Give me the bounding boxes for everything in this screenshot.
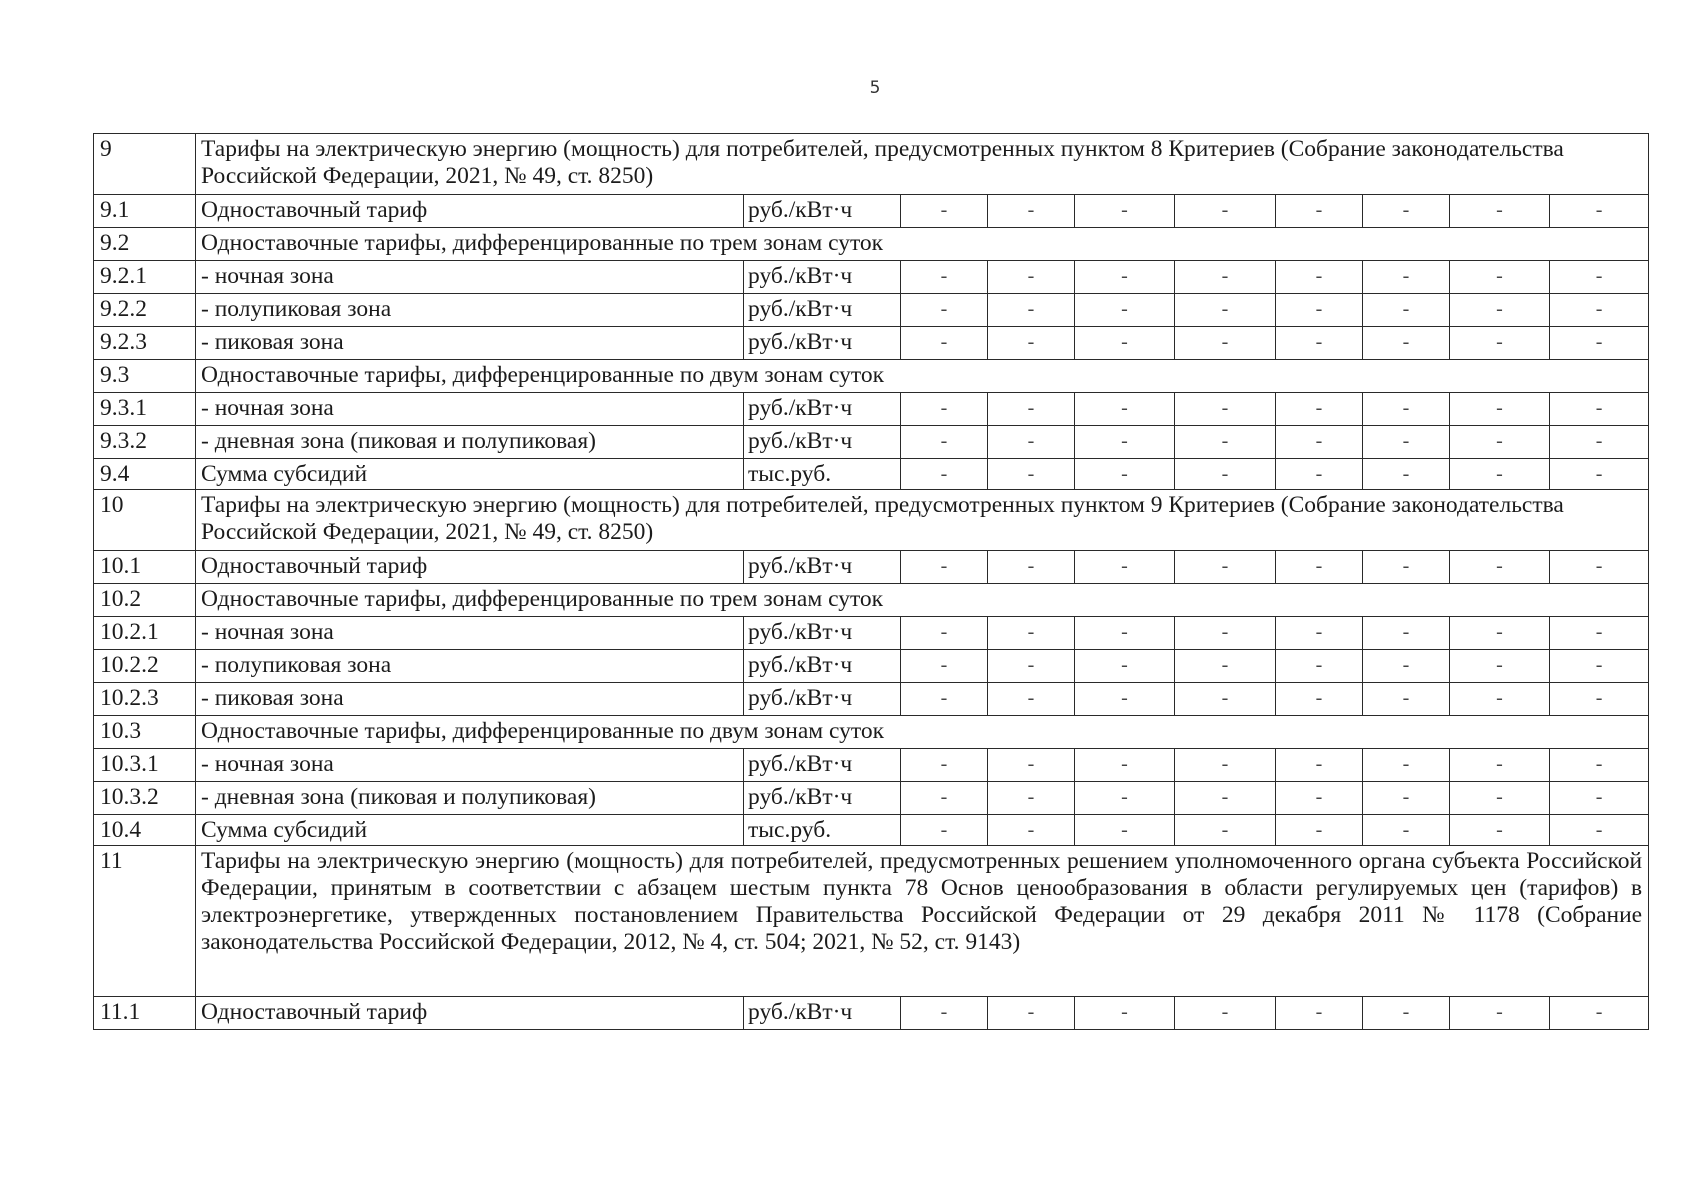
section-title: Одноставочные тарифы, дифференцированные по двум зонам суток	[196, 716, 1649, 749]
value-cell: -	[1175, 426, 1276, 459]
row-number: 10.2.2	[94, 650, 196, 683]
row-unit: тыс.руб.	[744, 459, 901, 490]
row-unit: тыс.руб.	[744, 815, 901, 846]
table-row	[94, 815, 1649, 846]
value-cell: -	[1450, 815, 1550, 846]
row-number: 11.1	[94, 997, 196, 1030]
row-number: 9	[94, 134, 196, 195]
value-cell: -	[1363, 815, 1450, 846]
value-cell: -	[1175, 815, 1276, 846]
value-cell: -	[988, 393, 1075, 426]
section-row	[94, 228, 1649, 261]
value-cell: -	[988, 683, 1075, 716]
value-cell: -	[1550, 426, 1649, 459]
value-cell: -	[1550, 459, 1649, 490]
value-cell: -	[901, 261, 988, 294]
row-number: 10.3	[94, 716, 196, 749]
value-cell: -	[1276, 650, 1363, 683]
value-cell: -	[1550, 617, 1649, 650]
row-number: 9.3	[94, 360, 196, 393]
value-cell: -	[1550, 195, 1649, 228]
section-row	[94, 846, 1649, 997]
value-cell: -	[1450, 294, 1550, 327]
value-cell: -	[1075, 749, 1175, 782]
value-cell: -	[988, 815, 1075, 846]
row-label: Одноставочный тариф	[196, 551, 744, 584]
value-cell: -	[1175, 997, 1276, 1030]
value-cell: -	[1363, 749, 1450, 782]
value-cell: -	[1075, 617, 1175, 650]
value-cell: -	[1175, 195, 1276, 228]
value-cell: -	[1550, 327, 1649, 360]
value-cell: -	[1175, 782, 1276, 815]
section-title: Тарифы на электрическую энергию (мощность) для потребителей, предусмотренных пунктом 8 Критериев (Собрание законодательства Российской Федерации, 2021, № 49, ст. 8250)	[196, 134, 1649, 195]
value-cell: -	[901, 782, 988, 815]
value-cell: -	[1450, 327, 1550, 360]
value-cell: -	[1363, 294, 1450, 327]
row-label: Одноставочный тариф	[196, 997, 744, 1030]
row-unit: руб./кВт·ч	[744, 683, 901, 716]
row-label: - ночная зона	[196, 617, 744, 650]
row-number: 10.3.2	[94, 782, 196, 815]
table-row	[94, 393, 1649, 426]
table-row	[94, 459, 1649, 490]
value-cell: -	[1550, 650, 1649, 683]
row-unit: руб./кВт·ч	[744, 327, 901, 360]
table-row	[94, 327, 1649, 360]
table-row	[94, 683, 1649, 716]
value-cell: -	[1363, 551, 1450, 584]
value-cell: -	[1450, 997, 1550, 1030]
row-label: - дневная зона (пиковая и полупиковая)	[196, 782, 744, 815]
value-cell: -	[1450, 459, 1550, 490]
value-cell: -	[1550, 782, 1649, 815]
value-cell: -	[1276, 327, 1363, 360]
value-cell: -	[901, 551, 988, 584]
value-cell: -	[1363, 327, 1450, 360]
value-cell: -	[1276, 749, 1363, 782]
value-cell: -	[1550, 815, 1649, 846]
row-number: 9.1	[94, 195, 196, 228]
value-cell: -	[1550, 683, 1649, 716]
value-cell: -	[1450, 426, 1550, 459]
section-title: Одноставочные тарифы, дифференцированные по трем зонам суток	[196, 584, 1649, 617]
row-unit: руб./кВт·ч	[744, 393, 901, 426]
row-number: 10.2.1	[94, 617, 196, 650]
value-cell: -	[1363, 195, 1450, 228]
table-row	[94, 997, 1649, 1030]
value-cell: -	[1075, 782, 1175, 815]
value-cell: -	[988, 749, 1075, 782]
value-cell: -	[1075, 294, 1175, 327]
value-cell: -	[1175, 294, 1276, 327]
value-cell: -	[901, 327, 988, 360]
row-unit: руб./кВт·ч	[744, 617, 901, 650]
table-row	[94, 749, 1649, 782]
row-unit: руб./кВт·ч	[744, 650, 901, 683]
section-title: Одноставочные тарифы, дифференцированные по двум зонам суток	[196, 360, 1649, 393]
value-cell: -	[1450, 782, 1550, 815]
row-number: 9.2.1	[94, 261, 196, 294]
value-cell: -	[1276, 551, 1363, 584]
value-cell: -	[1175, 393, 1276, 426]
value-cell: -	[1450, 650, 1550, 683]
value-cell: -	[901, 997, 988, 1030]
row-label: - ночная зона	[196, 749, 744, 782]
row-unit: руб./кВт·ч	[744, 426, 901, 459]
value-cell: -	[1075, 551, 1175, 584]
value-cell: -	[1550, 393, 1649, 426]
value-cell: -	[1276, 426, 1363, 459]
value-cell: -	[1450, 393, 1550, 426]
row-label: Сумма субсидий	[196, 815, 744, 846]
value-cell: -	[1363, 683, 1450, 716]
value-cell: -	[901, 393, 988, 426]
value-cell: -	[1550, 997, 1649, 1030]
value-cell: -	[988, 327, 1075, 360]
row-label: Одноставочный тариф	[196, 195, 744, 228]
value-cell: -	[988, 617, 1075, 650]
value-cell: -	[1276, 195, 1363, 228]
row-number: 10.2	[94, 584, 196, 617]
value-cell: -	[988, 261, 1075, 294]
value-cell: -	[1363, 393, 1450, 426]
value-cell: -	[1363, 997, 1450, 1030]
value-cell: -	[1450, 195, 1550, 228]
value-cell: -	[1075, 459, 1175, 490]
value-cell: -	[988, 459, 1075, 490]
value-cell: -	[901, 815, 988, 846]
value-cell: -	[1075, 997, 1175, 1030]
row-unit: руб./кВт·ч	[744, 294, 901, 327]
row-number: 9.2.2	[94, 294, 196, 327]
value-cell: -	[1075, 393, 1175, 426]
value-cell: -	[1363, 617, 1450, 650]
section-title: Тарифы на электрическую энергию (мощность) для потребителей, предусмотренных решением уполномоченного органа субъекта Российской Федерации, принятым в соответствии с абзацем шестым пункта 78 Основ ценообразования в области регулируемых цен (тарифов) в электроэнергетике, утвержденных постановлением Правительства Российской Федерации от 29 декабря 2011 № 1178 (Собрание законодательства Российской Федерации, 2012, № 4, ст. 504; 2021, № 52, ст. 9143)	[196, 846, 1649, 997]
row-number: 10.3.1	[94, 749, 196, 782]
value-cell: -	[901, 617, 988, 650]
value-cell: -	[1276, 261, 1363, 294]
value-cell: -	[1550, 261, 1649, 294]
value-cell: -	[1175, 683, 1276, 716]
row-number: 10.2.3	[94, 683, 196, 716]
value-cell: -	[1075, 195, 1175, 228]
table-row	[94, 426, 1649, 459]
row-number: 11	[94, 846, 196, 997]
table-row	[94, 617, 1649, 650]
value-cell: -	[901, 749, 988, 782]
value-cell: -	[1450, 749, 1550, 782]
value-cell: -	[1175, 327, 1276, 360]
value-cell: -	[1363, 782, 1450, 815]
value-cell: -	[1075, 426, 1175, 459]
value-cell: -	[1276, 683, 1363, 716]
value-cell: -	[1363, 650, 1450, 683]
value-cell: -	[1550, 551, 1649, 584]
value-cell: -	[1075, 261, 1175, 294]
row-label: - пиковая зона	[196, 683, 744, 716]
value-cell: -	[988, 551, 1075, 584]
value-cell: -	[1075, 683, 1175, 716]
value-cell: -	[901, 426, 988, 459]
row-label: - дневная зона (пиковая и полупиковая)	[196, 426, 744, 459]
row-label: - ночная зона	[196, 261, 744, 294]
value-cell: -	[1363, 261, 1450, 294]
value-cell: -	[988, 294, 1075, 327]
value-cell: -	[988, 195, 1075, 228]
row-unit: руб./кВт·ч	[744, 551, 901, 584]
value-cell: -	[1175, 261, 1276, 294]
value-cell: -	[1450, 261, 1550, 294]
value-cell: -	[988, 650, 1075, 683]
row-unit: руб./кВт·ч	[744, 195, 901, 228]
table-row	[94, 551, 1649, 584]
value-cell: -	[901, 195, 988, 228]
value-cell: -	[988, 426, 1075, 459]
row-unit: руб./кВт·ч	[744, 782, 901, 815]
row-number: 9.3.1	[94, 393, 196, 426]
section-row	[94, 584, 1649, 617]
page-number: 5	[869, 78, 881, 98]
value-cell: -	[1175, 650, 1276, 683]
row-unit: руб./кВт·ч	[744, 261, 901, 294]
value-cell: -	[1175, 551, 1276, 584]
row-unit: руб./кВт·ч	[744, 749, 901, 782]
value-cell: -	[1363, 459, 1450, 490]
table-row	[94, 261, 1649, 294]
value-cell: -	[1075, 650, 1175, 683]
section-row	[94, 716, 1649, 749]
row-label: - ночная зона	[196, 393, 744, 426]
value-cell: -	[1276, 997, 1363, 1030]
row-label: - полупиковая зона	[196, 650, 744, 683]
value-cell: -	[901, 650, 988, 683]
value-cell: -	[1175, 749, 1276, 782]
tariff-table	[93, 133, 1649, 1030]
value-cell: -	[988, 782, 1075, 815]
value-cell: -	[1276, 459, 1363, 490]
table-row	[94, 195, 1649, 228]
value-cell: -	[1276, 617, 1363, 650]
value-cell: -	[1550, 294, 1649, 327]
table-row	[94, 294, 1649, 327]
table-row	[94, 782, 1649, 815]
value-cell: -	[1175, 459, 1276, 490]
row-number: 10.4	[94, 815, 196, 846]
value-cell: -	[901, 459, 988, 490]
value-cell: -	[988, 997, 1075, 1030]
value-cell: -	[901, 683, 988, 716]
value-cell: -	[1276, 294, 1363, 327]
row-number: 9.2.3	[94, 327, 196, 360]
value-cell: -	[1175, 617, 1276, 650]
value-cell: -	[1450, 683, 1550, 716]
value-cell: -	[1276, 815, 1363, 846]
row-label: Сумма субсидий	[196, 459, 744, 490]
value-cell: -	[1276, 393, 1363, 426]
row-number: 9.2	[94, 228, 196, 261]
value-cell: -	[1450, 551, 1550, 584]
section-row	[94, 360, 1649, 393]
row-number: 9.3.2	[94, 426, 196, 459]
value-cell: -	[1075, 815, 1175, 846]
row-unit: руб./кВт·ч	[744, 997, 901, 1030]
row-label: - полупиковая зона	[196, 294, 744, 327]
row-label: - пиковая зона	[196, 327, 744, 360]
row-number: 9.4	[94, 459, 196, 490]
value-cell: -	[1075, 327, 1175, 360]
value-cell: -	[1550, 749, 1649, 782]
section-row	[94, 490, 1649, 551]
row-number: 10	[94, 490, 196, 551]
value-cell: -	[901, 294, 988, 327]
section-row	[94, 134, 1649, 195]
section-title: Тарифы на электрическую энергию (мощность) для потребителей, предусмотренных пунктом 9 Критериев (Собрание законодательства Российской Федерации, 2021, № 49, ст. 8250)	[196, 490, 1649, 551]
table-row	[94, 650, 1649, 683]
value-cell: -	[1276, 782, 1363, 815]
section-title: Одноставочные тарифы, дифференцированные по трем зонам суток	[196, 228, 1649, 261]
row-number: 10.1	[94, 551, 196, 584]
value-cell: -	[1363, 426, 1450, 459]
value-cell: -	[1450, 617, 1550, 650]
